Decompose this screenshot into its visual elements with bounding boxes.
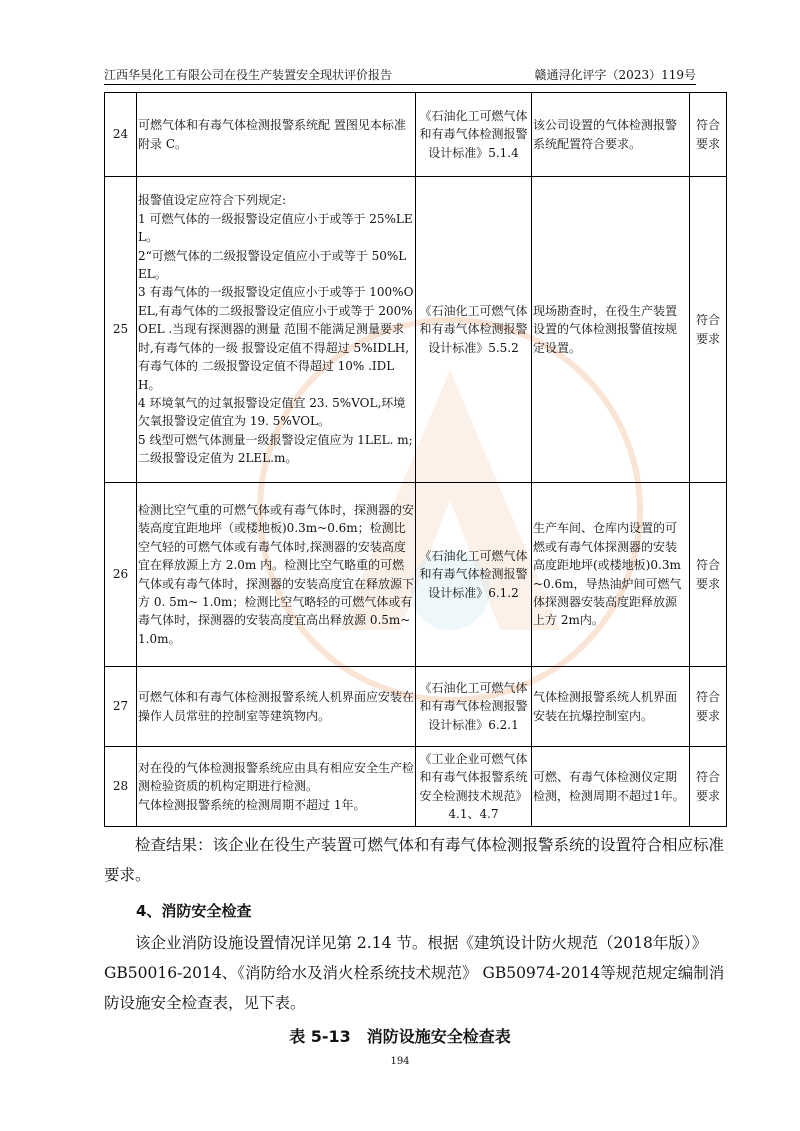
standard-reference: 《石油化工可燃气体和有毒气体检测报警设计标准》6.1.2 bbox=[416, 483, 532, 667]
page-header bbox=[104, 62, 696, 85]
requirement-line: 1 可燃气体的一级报警设定值应小于或等于 25%LEL。 bbox=[138, 211, 413, 245]
requirement-line: 检测比空气重的可燃气体或有毒气体时，探测器的安装高度宜距地坪（或楼地板)0.3m~0.6m；检测比空气轻的可燃气体或有毒气体时,探测器的安装高度宜在释放源上方 2.0m 内。检测比空气略重的可燃气体或有毒气体时，探测器的安装高度宜在释放源下方 0. 5m~ 1.0m；检测比空气略轻的可燃气体或有毒气体时，探测器的安装高度宜高出释放源 0.5m~1.0m。 bbox=[138, 502, 415, 646]
standard-reference: 《石油化工可燃气体和有毒气体检测报警设计标准》5.5.2 bbox=[416, 177, 532, 483]
inspection-result-paragraph: 检查结果：该企业在役生产装置可燃气体和有毒气体检测报警系统的设置符合相应标准要求。 bbox=[104, 836, 725, 884]
requirement-cell bbox=[137, 177, 416, 483]
conclusion: 符合要求 bbox=[690, 483, 727, 667]
conclusion: 符合要求 bbox=[690, 667, 727, 747]
table-row bbox=[105, 747, 727, 827]
table-row bbox=[105, 177, 727, 483]
standard-reference: 《石油化工可燃气体和有毒气体检测报警设计标准》5.1.4 bbox=[416, 93, 532, 177]
check-finding: 可燃、有毒气体检测仪定期检测，检测周期不超过1年。 bbox=[532, 747, 690, 827]
row-number: 25 bbox=[105, 177, 137, 483]
standard-reference: 《工业企业可燃气体和有毒气体报警系统安全检测技术规范》4.1、4.7 bbox=[416, 747, 532, 827]
requirement-cell bbox=[137, 747, 416, 827]
table-row bbox=[105, 483, 727, 667]
check-finding: 现场勘查时，在役生产装置设置的气体检测报警值按规定设置。 bbox=[532, 177, 690, 483]
row-number: 26 bbox=[105, 483, 137, 667]
requirement-line: 对在役的气体检测报警系统应由具有相应安全生产检测检验资质的机构定期进行检测。 bbox=[138, 760, 415, 794]
check-finding: 气体检测报警系统人机界面安装在抗爆控制室内。 bbox=[532, 667, 690, 747]
requirement-line: 报警值设定应符合下列规定: bbox=[138, 193, 287, 208]
check-finding: 生产车间、仓库内设置的可燃或有毒气体探测器的安装高度距地坪(或楼地板)0.3m~0.6m，导热油炉间可燃气体探测器安装高度距释放源上方 2m内。 bbox=[532, 483, 690, 667]
gas-detection-check-table bbox=[104, 92, 727, 827]
requirement-line: 可燃气体和有毒气体检测报警系统人机界面应安装在操作人员常驻的控制室等建筑物内。 bbox=[138, 690, 415, 723]
requirement-line: 5 线型可燃气体测量一级报警设定值应为 1LEL. m;二级报警设定值为 2LEL.m。 bbox=[138, 432, 413, 466]
requirement-cell bbox=[137, 483, 416, 667]
requirement-line: 4 环境氧气的过氧报警设定值宜 23. 5%VOL,环境欠氧报警设定值宜为 19. 5%VOL。 bbox=[138, 395, 406, 429]
header-report-number: 赣通浔化评字（2023）119号 bbox=[534, 68, 696, 82]
standard-reference: 《石油化工可燃气体和有毒气体检测报警设计标准》6.2.1 bbox=[416, 667, 532, 747]
conclusion: 符合要求 bbox=[690, 747, 727, 827]
row-number: 27 bbox=[105, 667, 137, 747]
requirement-line: 3 有毒气体的一级报警设定值应小于或等于 100%OEL,有毒气体的二级报警设定值应小于或等于 200%OEL .当现有探测器的测量 范围不能满足测量要求时,有毒气体的一级 报警设定值不得超过 5%IDLH, 有毒气体的 二级报警设定值不得超过 10% .IDLH。 bbox=[138, 285, 414, 392]
requirement-line: 可燃气体和有毒气体检测报警系统配 置图见本标准附录 C。 bbox=[138, 118, 406, 151]
requirement-cell bbox=[137, 667, 416, 747]
table-row bbox=[105, 93, 727, 177]
requirement-line: 2“可燃气体的二级报警设定值应小于或等于 50%LEL。 bbox=[138, 248, 407, 282]
row-number: 28 bbox=[105, 747, 137, 827]
section-heading: 4、消防安全检查 bbox=[136, 902, 252, 920]
table-row bbox=[105, 667, 727, 747]
page-number: 194 bbox=[390, 1056, 410, 1067]
conclusion: 符合要求 bbox=[690, 93, 727, 177]
table-caption: 表 5-13 消防设施安全检查表 bbox=[289, 1027, 511, 1046]
requirement-line: 气体检测报警系统的检测周期不超过 1年。 bbox=[138, 797, 366, 812]
section-paragraph: 该企业消防设施设置情况详见第 2.14 节。根据《建筑设计防火规范（2018年版）》GB50016-2014、《消防给水及消火栓系统技术规范》 GB50974-2014等规范规定编制消防设施安全检查表，见下表。 bbox=[104, 934, 725, 1012]
requirement-cell bbox=[137, 93, 416, 177]
row-number: 24 bbox=[105, 93, 137, 177]
check-finding: 该公司设置的气体检测报警系统配置符合要求。 bbox=[532, 93, 690, 177]
conclusion: 符合要求 bbox=[690, 177, 727, 483]
header-report-title: 江西华昊化工有限公司在役生产装置安全现状评价报告 bbox=[104, 68, 393, 82]
